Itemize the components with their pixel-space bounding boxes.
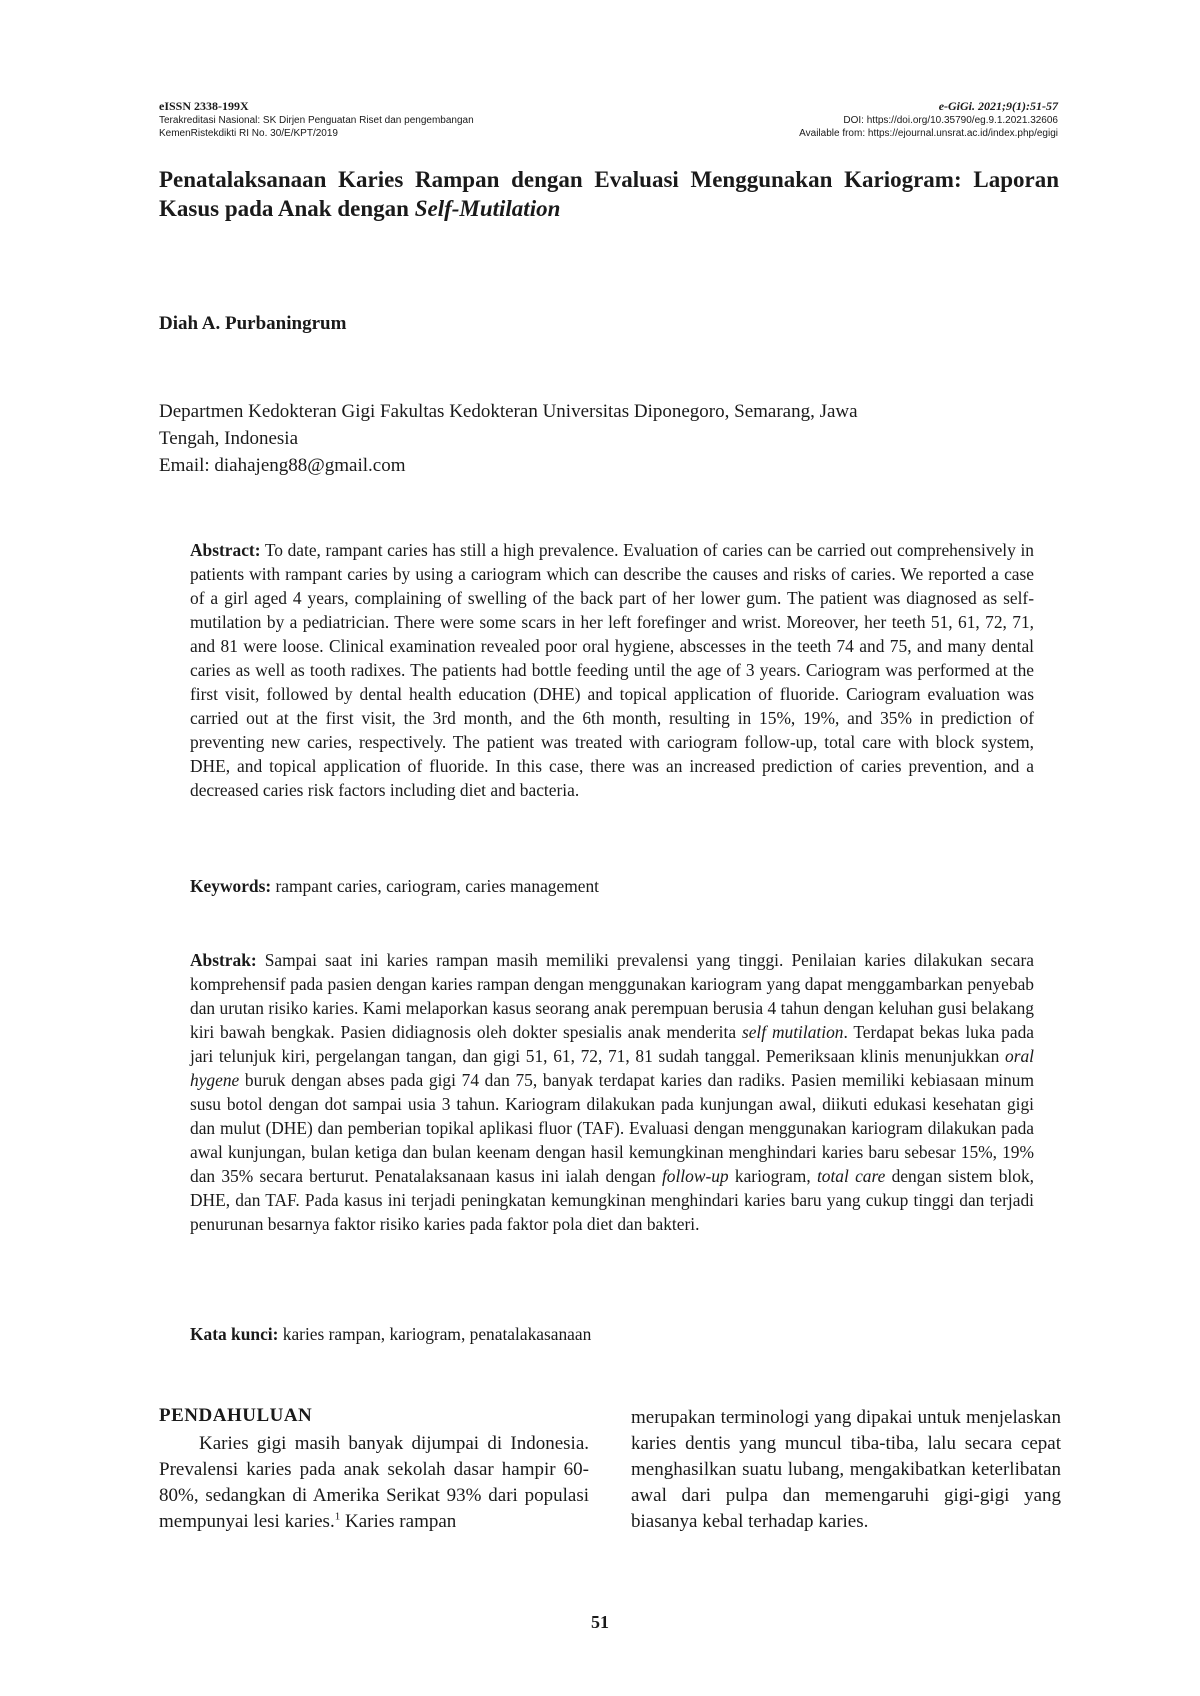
abstract-text: To date, rampant caries has still a high prevalence. Evaluation of caries can be carried out comprehensively in patients with rampant caries by using a cariogram which can describe the causes and risks of caries. We reported a case of a girl aged 4 years, complaining of swelling of the back part of her lower gum. The patient was diagnosed as self-mutilation by a pediatrician. There were some scars in her left forefinger and wrist. Moreover, her teeth 51, 61, 72, 71, and 81 were loose. Clinical examination revealed poor oral hygiene, abscesses in the teeth 74 and 75, and many dental caries as well as tooth radixes. The patients had bottle feeding until the age of 3 years. Cariogram was performed at the first visit, followed by dental health education (DHE) and topical application of fluoride. Cariogram evaluation was carried out at the first visit, the 3rd month, and the 6th month, resulting in 15%, 19%, and 35% in prediction of preventing new caries, respectively. The patient was treated with cariogram follow-up, total care with block system, DHE, and topical application of fluoride. In this case, there was an increased prediction of caries prevention, and a decreased caries risk factors including diet and bacteria.: [190, 540, 1034, 800]
body-column-left: [159, 1403, 589, 1535]
abstract-english: [190, 538, 1034, 802]
abstrak-italic-1: self mutilation: [741, 1022, 844, 1042]
available-from-link[interactable]: Available from: https://ejournal.unsrat.ac.id/index.php/egigi: [799, 128, 1058, 139]
section-heading-pendahuluan: PENDAHULUAN: [159, 1405, 313, 1426]
abstrak-italic-4: total care: [816, 1166, 886, 1186]
header-right: [538, 99, 1058, 140]
author-email[interactable]: Email: diahajeng88@gmail.com: [159, 455, 406, 476]
abstrak-text-3: buruk dengan abses pada gigi 74 dan 75, banyak terdapat karies dan radiks. Pasien memiliki kebiasaan minum susu botol dengan dot sampai usia 3 tahun. Kariogram dilakukan pada kunjungan awal, diikuti edukasi kesehatan gigi dan mulut (DHE) dan pemberian topikal aplikasi fluor (TAF). Evaluasi dengan menggunakan kariogram dilakukan pada awal kunjungan, bulan ketiga dan bulan keenam dengan hasil kemungkinan menghindari karies baru sebesar 15%, 19% dan 35% secara berturut. Penatalaksanaan kasus ini ialah dengan: [190, 1070, 1034, 1186]
body-column-right: [631, 1405, 1061, 1535]
abstrak-text-2: . Terdapat bekas luka pada jari telunjuk kiri, pergelangan tangan, dan gigi 51, 61, 72, 71, 81 sudah tanggal. Pemeriksaan klinis menunjukkan: [190, 1022, 1035, 1066]
abstrak-text-4: kariogram,: [728, 1166, 817, 1186]
abstrak-italic-2: oral hygene: [190, 1046, 1034, 1090]
intro-paragraph-right: merupakan terminologi yang dipakai untuk menjelaskan karies dentis yang muncul tiba-tiba, lalu secara cepat menghasilkan suatu lubang, mengakibatkan keterlibatan awal dari pulpa dan memengaruhi gigi-gigi yang biasanya kebal terhadap karies.: [631, 1407, 1061, 1532]
abstrak-label: Abstrak:: [190, 950, 257, 970]
article-title: [159, 165, 1059, 223]
page-number: 51: [591, 1612, 609, 1632]
author-name: Diah A. Purbaningrum: [159, 313, 347, 334]
keywords-text: rampant caries, cariogram, caries management: [271, 876, 599, 896]
affiliation-line-1: Departmen Kedokteran Gigi Fakultas Kedokteran Universitas Diponegoro, Semarang, Jawa: [159, 401, 858, 422]
abstrak-italic-3: follow-up: [661, 1166, 729, 1186]
reference-marker[interactable]: 1: [334, 1510, 341, 1523]
affiliation-line-2: Tengah, Indonesia: [159, 428, 299, 449]
intro-text-left-tail: Karies rampan: [340, 1511, 457, 1532]
abstrak-text-5: dengan sistem blok, DHE, dan TAF. Pada kasus ini terjadi peningkatan kemungkinan menghindari karies baru yang cukup tinggi dan terjadi penurunan besarnya faktor risiko karies pada faktor pola diet dan bakteri.: [190, 1166, 1034, 1234]
intro-text-left: Karies gigi masih banyak dijumpai di Indonesia. Prevalensi karies pada anak sekolah dasar hampir 60-80%, sedangkan di Amerika Serikat 93% dari populasi mempunyai lesi karies.: [159, 1433, 589, 1532]
intro-paragraph-left: [159, 1431, 589, 1535]
affiliation: [159, 398, 1059, 479]
abstract-label: Abstract:: [190, 540, 261, 560]
article-title-main: Penatalaksanaan Karies Rampan dengan Evaluasi Menggunakan Kariogram: Laporan Kasus pada Anak dengan: [159, 167, 1059, 221]
keywords-english: [190, 874, 1034, 898]
article-title-italic: Self-Mutilation: [414, 196, 561, 221]
abstrak-text-1: Sampai saat ini karies rampan masih memiliki prevalensi yang tinggi. Penilaian karies dilakukan secara komprehensif pada pasien dengan karies rampan dengan menggunakan kariogram yang dapat menggambarkan penyebab dan urutan risiko karies. Kami melaporkan kasus seorang anak perempuan berusia 4 tahun dengan keluhan gusi belakang kiri bawah bengkak. Pasien didiagnosis oleh dokter spesialis anak menderita: [190, 950, 1034, 1042]
journal-citation: e-GiGi. 2021;9(1):51-57: [938, 99, 1058, 113]
kata-kunci-label: Kata kunci:: [190, 1324, 279, 1344]
keywords-indonesian: [190, 1322, 1034, 1346]
abstract-indonesian: [190, 948, 1034, 1236]
kata-kunci-text: karies rampan, kariogram, penatalakasanaan: [278, 1324, 592, 1344]
accreditation-line-1: Terakreditasi Nasional: SK Dirjen Penguatan Riset dan pengembangan: [159, 115, 474, 126]
issn: eISSN 2338-199X: [159, 99, 249, 113]
accreditation-line-2: KemenRistekdikti RI No. 30/E/KPT/2019: [159, 128, 338, 139]
doi-link[interactable]: DOI: https://doi.org/10.35790/eg.9.1.2021.32606: [843, 115, 1058, 126]
keywords-label: Keywords:: [190, 876, 272, 896]
